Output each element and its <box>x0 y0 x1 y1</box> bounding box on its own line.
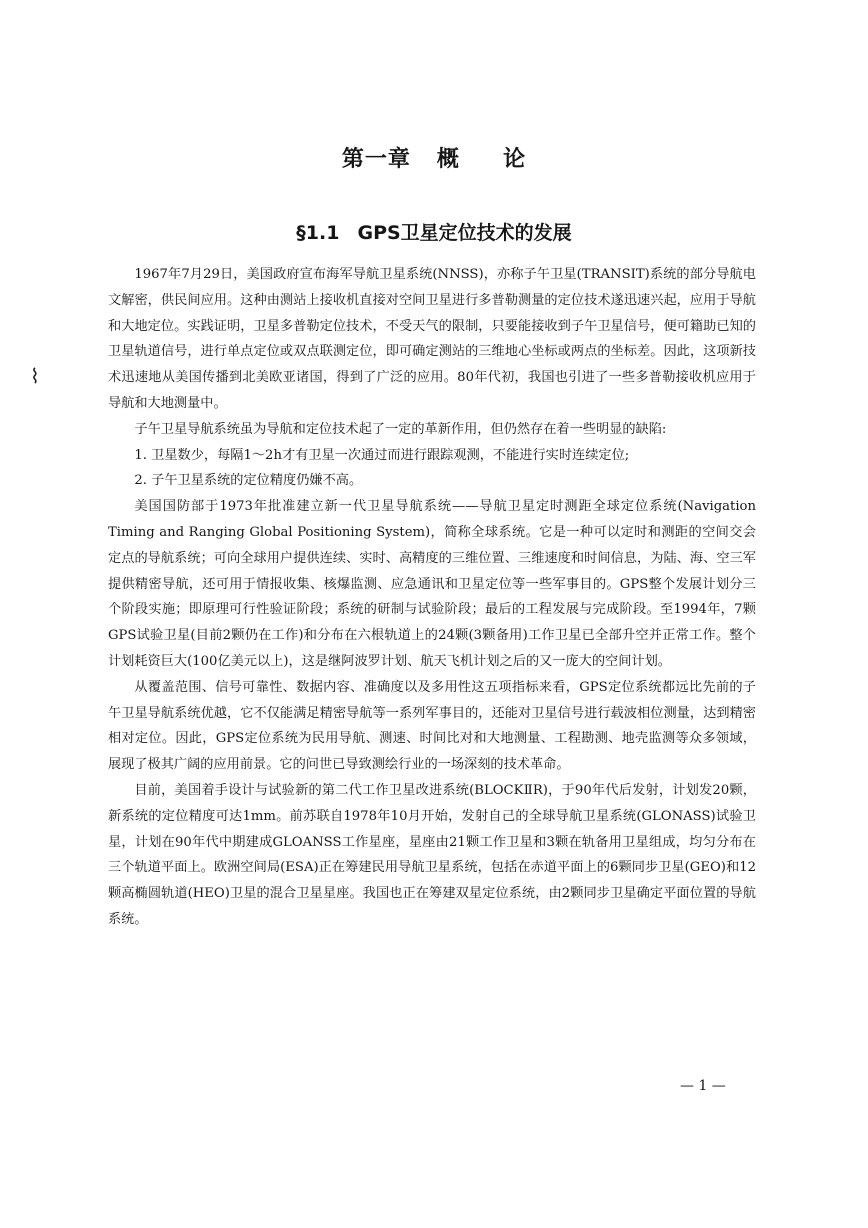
page-number: — 1 — <box>680 1078 726 1094</box>
chapter-title: 第一章 概 论 <box>341 147 527 172</box>
paragraph: 子午卫星导航系统虽为导航和定位技术起了一定的革新作用，但仍然存在着一些明显的缺陷: <box>134 421 667 437</box>
section-number: §1.1 <box>296 222 340 244</box>
section-title <box>0 218 868 245</box>
paragraph: 美国国防部于1973年批准建立新一代卫星导航系统——导航卫星定时测距全球定位系统(Navigation Timing and Ranging Global Positioning System)，简称全球系统。它是一种可以定时和测距的空间交会定点的导航系统；可向全球用户提供连续、实时、高精度的三维位置、三维速度和时间信息，为陆、海、空三军提供精密导航，还可用于情报收集、核爆监测、应急通讯和卫星定位等一些军事目的。GPS整个发展计划分三个阶段实施；即原理可行性验证阶段；系统的研制与试验阶段；最后的工程发展与完成阶段。至1994年，7颗GPS试验卫星(目前2颗仍在工作)和分布在六根轨道上的24颗(3颗备用)工作卫星已全部升空并正常工作。整个计划耗资巨大(100亿美元以上)，这是继阿波罗计划、航天飞机计划之后的又一庞大的空间计划。 <box>108 499 756 669</box>
body-text <box>108 262 756 933</box>
margin-pencil-mark: ⌇ <box>30 364 40 388</box>
paragraph: 目前，美国着手设计与试验新的第二代工作卫星改进系统(BLOCKⅡR)，于90年代后发射，计划发20颗，新系统的定位精度可达1mm。前苏联自1978年10月开始，发射自己的全球导航卫星系统(GLONASS)试验卫星，计划在90年代中期建成GLOANSS工作星座，星座由21颗工作卫星和3颗在轨备用卫星组成，均匀分布在三个轨道平面上。欧洲空间局(ESA)正在筹建民用导航卫星系统，包括在赤道平面上的6颗同步卫星(GEO)和12颗高椭圆轨道(HEO)卫星的混合卫星星座。我国也正在筹建双星定位系统，由2颗同步卫星确定平面位置的导航系统。 <box>108 782 756 927</box>
paragraph: 从覆盖范围、信号可靠性、数据内容、准确度以及多用性这五项指标来看，GPS定位系统都远比先前的子午卫星导航系统优越，它不仅能满足精密导航等一系列军事目的，还能对卫星信号进行载波相位测量，达到精密相对定位。因此，GPS定位系统为民用导航、测速、时间比对和大地测量、工程勘测、地壳监测等众多领域，展现了极其广阔的应用前景。它的问世已导致测绘行业的一场深刻的技术革命。 <box>108 679 756 773</box>
paragraph: 1967年7月29日，美国政府宣布海军导航卫星系统(NNSS)，亦称子午卫星(TRANSIT)系统的部分导航电文解密，供民间应用。这种由测站上接收机直接对空间卫星进行多普勒测量的定位技术遂迅速兴起，应用于导航和大地定位。实践证明，卫星多普勒定位技术，不受天气的限制，只要能接收到子午卫星信号，便可籍助已知的卫星轨道信号，进行单点定位或双点联测定位，即可确定测站的三维地心坐标或两点的坐标差。因此，这项新技术迅速地从美国传播到北美欧亚诸国，得到了广泛的应用。80年代初，我国也引进了一些多普勒接收机应用于导航和大地测量中。 <box>108 267 756 411</box>
list-item: 2. 子午卫星系统的定位精度仍嫌不高。 <box>134 473 363 489</box>
section-title-text: GPS卫星定位技术的发展 <box>357 222 572 244</box>
list-item: 1. 卫星数少，每隔1～2h才有卫星一次通过而进行跟踪观测，不能进行实时连续定位; <box>134 447 630 463</box>
